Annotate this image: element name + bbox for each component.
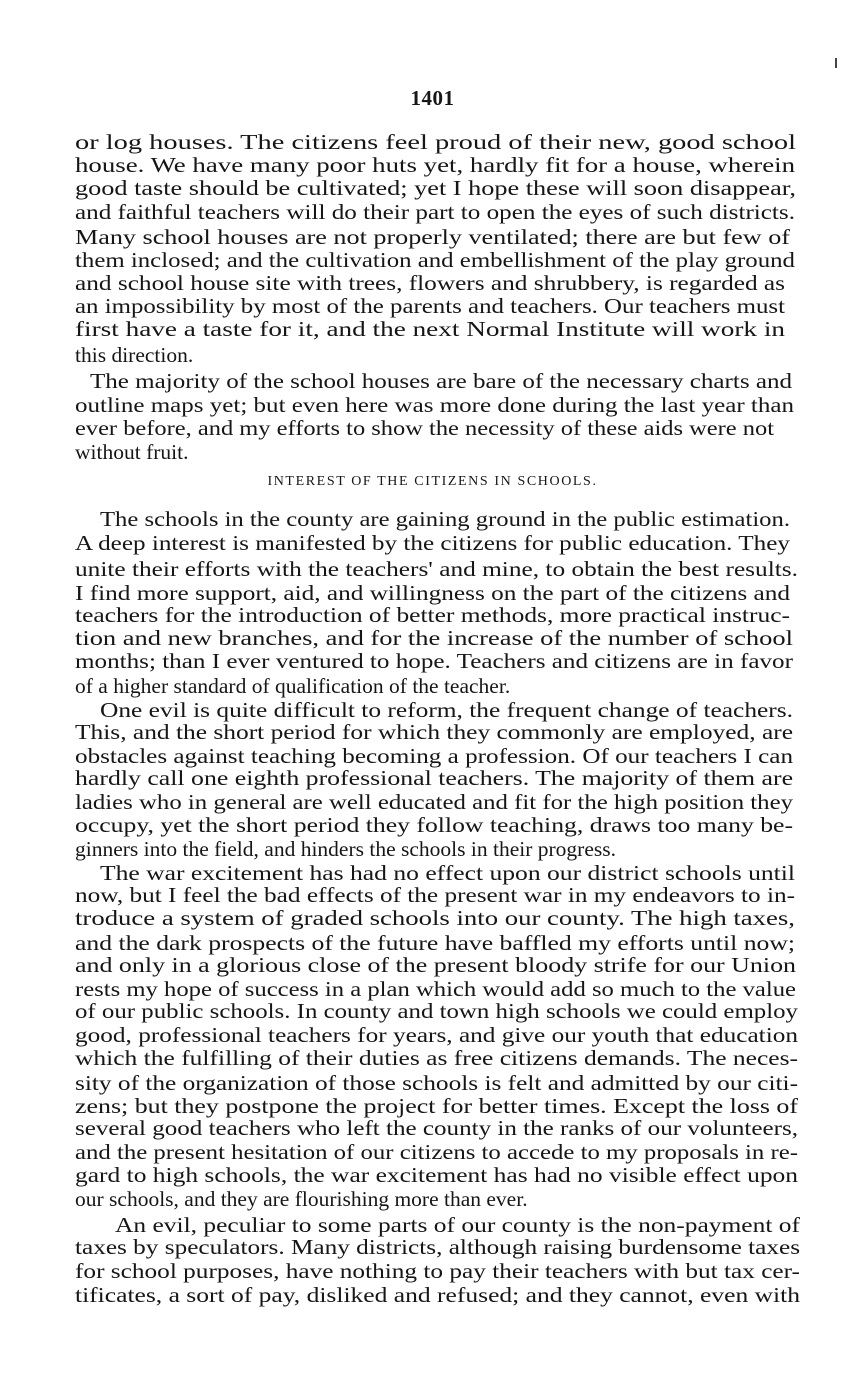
paragraph-line: obstacles against teaching becoming a profession. Of our teachers I can (75, 744, 794, 768)
paragraph-line: ginners into the field, and hinders the schools in their progress. (75, 837, 616, 861)
paragraph-line: The war excitement has had no effect upon our district schools until (100, 861, 795, 885)
paragraph-line: This, and the short period for which they commonly are employed, are (75, 720, 794, 744)
paragraph-line: An evil, peculiar to some parts of our county is the non-payment of (115, 1213, 800, 1237)
paragraph-line: The schools in the county are gaining ground in the public estimation. (100, 507, 790, 531)
paragraph-line: first have a taste for it, and the next Normal Institute will work in (75, 317, 785, 341)
paragraph-line: an impossibility by most of the parents and teachers. Our teachers must (75, 294, 785, 318)
paragraph-line: this direction. (75, 343, 194, 367)
paragraph-line: rests my hope of success in a plan which would add so much to the value (75, 977, 796, 1001)
paragraph-line: now, but I feel the bad effects of the present war in my endeavors to in- (75, 883, 796, 907)
paragraph-line: of a higher standard of qualification of the teacher. (75, 674, 511, 698)
paragraph-line: I find more support, aid, and willingness on the part of the citizens and (75, 581, 790, 605)
paragraph-line: or log houses. The citizens feel proud of their new, good school (75, 130, 797, 154)
paragraph-line: good, professional teachers for years, and give our youth that education (75, 1023, 799, 1047)
paragraph-line: and faithful teachers will do their part to open the eyes of such districts. (75, 200, 795, 224)
paragraph-line: troduce a system of graded schools into our county. The high taxes, (75, 906, 795, 930)
paragraph-line: The majority of the school houses are bare of the necessary charts and (90, 369, 792, 393)
paragraph-line: One evil is quite difficult to reform, the frequent change of teachers. (100, 698, 794, 722)
paragraph-line: good taste should be cultivated; yet I hope these will soon disappear, (75, 176, 797, 200)
paragraph-line: sity of the organization of those schools is felt and admitted by our citi- (75, 1071, 799, 1095)
paragraph-line: several good teachers who left the county in the ranks of our volunteers, (75, 1116, 798, 1140)
paragraph-line: without fruit. (75, 440, 189, 464)
paragraph-line: and the present hesitation of our citizens to accede to my proposals in re- (75, 1140, 798, 1164)
paragraph-line: teachers for the introduction of better methods, more practical instruc- (75, 603, 790, 627)
paragraph-line: tificates, a sort of pay, disliked and refused; and they cannot, even with (75, 1283, 801, 1307)
paragraph-line: tion and new branches, and for the increase of the number of school (75, 626, 793, 650)
paragraph-line: Many school houses are not properly ventilated; there are but few of (75, 225, 790, 249)
paragraph-line: occupy, yet the short period they follow teaching, draws too many be- (75, 813, 794, 837)
section-heading: INTEREST OF THE CITIZENS IN SCHOOLS. (267, 474, 598, 489)
paragraph-line: and the dark prospects of the future have baffled my efforts until now; (75, 931, 796, 955)
page-number: 1401 (410, 86, 455, 110)
paragraph-line: them inclosed; and the cultivation and embellishment of the play ground (75, 248, 795, 272)
paragraph-line: which the fulfilling of their duties as free citizens demands. The neces- (75, 1046, 798, 1070)
paragraph-line: A deep interest is manifested by the citizens for public education. They (75, 531, 790, 555)
paragraph-line: unite their efforts with the teachers' and mine, to obtain the best results. (75, 557, 798, 581)
paragraph-line: of our public schools. In county and town high schools we could employ (75, 999, 798, 1023)
paragraph-line: ladies who in general are well educated and fit for the high position they (75, 790, 793, 814)
paragraph-line: our schools, and they are flourishing more than ever. (75, 1187, 528, 1211)
margin-mark (835, 58, 837, 68)
paragraph-line: months; than I ever ventured to hope. Teachers and citizens are in favor (75, 649, 793, 673)
paragraph-line: gard to high schools, the war excitement has had no visible effect upon (75, 1163, 799, 1187)
paragraph-line: zens; but they postpone the project for better times. Except the loss of (75, 1094, 799, 1118)
paragraph-line: house. We have many poor huts yet, hardly fit for a house, wherein (75, 153, 796, 177)
paragraph-line: and only in a glorious close of the present bloody strife for our Union (75, 953, 797, 977)
paragraph-line: ever before, and my efforts to show the necessity of these aids were not (75, 416, 774, 440)
paragraph-line: hardly call one eighth professional teachers. The majority of them are (75, 766, 794, 790)
paragraph-line: for school purposes, have nothing to pay their teachers with but tax cer- (75, 1259, 800, 1283)
paragraph-line: outline maps yet; but even here was more done during the last year than (75, 393, 794, 417)
paragraph-line: and school house site with trees, flowers and shrubbery, is regarded as (75, 271, 786, 295)
paragraph-line: taxes by speculators. Many districts, although raising burdensome taxes (75, 1235, 801, 1259)
